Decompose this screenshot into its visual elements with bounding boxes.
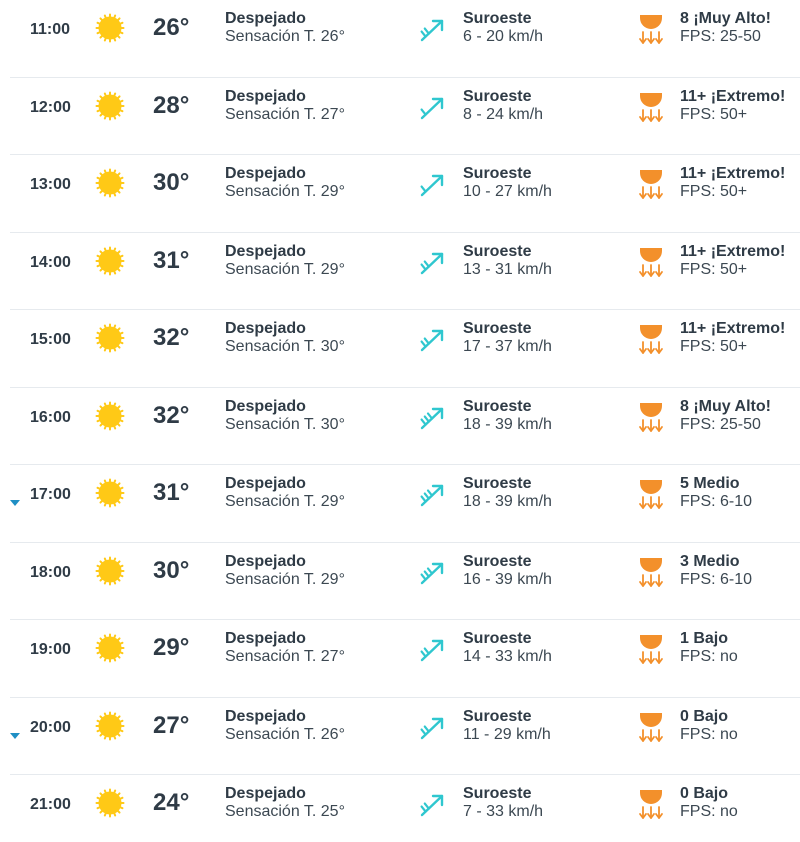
uv-sun-rays-icon bbox=[637, 165, 665, 203]
wind-arrow-icon bbox=[417, 14, 447, 44]
sun-icon bbox=[95, 246, 125, 276]
condition-label: Despejado bbox=[225, 630, 306, 647]
wind-speed-label: 16 - 39 km/h bbox=[463, 570, 552, 588]
wind-arrow-icon bbox=[417, 92, 447, 122]
hour-label: 18:00 bbox=[30, 563, 71, 581]
forecast-row[interactable] bbox=[0, 465, 800, 543]
feels-like-label: Sensación T. 26° bbox=[225, 725, 345, 743]
forecast-row[interactable] bbox=[0, 775, 800, 842]
caret-down-icon[interactable] bbox=[10, 500, 20, 506]
sun-icon bbox=[95, 91, 125, 121]
uv-sun-rays-icon bbox=[637, 243, 665, 281]
wind-speed-label: 17 - 37 km/h bbox=[463, 338, 552, 355]
uv-sun-rays-icon bbox=[637, 320, 665, 358]
hour-label: 15:00 bbox=[30, 331, 71, 348]
forecast-row[interactable] bbox=[0, 698, 800, 776]
wind-direction-label: Suroeste bbox=[463, 785, 532, 802]
wind-speed-label: 13 - 31 km/h bbox=[463, 260, 552, 278]
uv-sun-rays-icon bbox=[637, 10, 665, 48]
condition-label: Despejado bbox=[225, 165, 306, 182]
wind-direction-label: Suroeste bbox=[463, 87, 532, 105]
condition-label: Despejado bbox=[225, 707, 306, 725]
wind-direction-label: Suroeste bbox=[463, 397, 532, 415]
temperature-value: 30° bbox=[153, 556, 190, 584]
temperature-value: 28° bbox=[153, 91, 190, 119]
uv-index-label: 11+ ¡Extremo! bbox=[680, 242, 786, 260]
hour-label: 21:00 bbox=[30, 796, 71, 813]
hour-label: 11:00 bbox=[30, 21, 71, 38]
fps-label: FPS: no bbox=[680, 803, 738, 820]
fps-label: FPS: 25-50 bbox=[680, 28, 761, 45]
hour-label: 19:00 bbox=[30, 641, 71, 658]
wind-arrow-icon bbox=[417, 789, 447, 819]
temperature-value: 31° bbox=[153, 479, 190, 506]
hour-label: 12:00 bbox=[30, 98, 71, 116]
temperature-value: 24° bbox=[153, 789, 190, 816]
wind-speed-label: 11 - 29 km/h bbox=[463, 725, 551, 743]
fps-label: FPS: no bbox=[680, 648, 738, 665]
uv-sun-rays-icon bbox=[637, 475, 665, 513]
sun-icon bbox=[95, 168, 125, 198]
condition-label: Despejado bbox=[225, 475, 306, 492]
temperature-value: 30° bbox=[153, 169, 190, 196]
feels-like-label: Sensación T. 30° bbox=[225, 338, 345, 355]
uv-sun-rays-icon bbox=[637, 553, 665, 591]
fps-label: FPS: 50+ bbox=[680, 105, 748, 123]
feels-like-label: Sensación T. 27° bbox=[225, 105, 345, 123]
wind-speed-label: 7 - 33 km/h bbox=[463, 803, 544, 820]
uv-index-label: 11+ ¡Extremo! bbox=[680, 87, 786, 105]
wind-direction-label: Suroeste bbox=[463, 475, 532, 492]
uv-index-label: 1 Bajo bbox=[680, 630, 729, 647]
uv-sun-rays-icon bbox=[637, 785, 665, 823]
wind-direction-label: Suroeste bbox=[463, 707, 532, 725]
wind-direction-label: Suroeste bbox=[463, 242, 532, 260]
temperature-value: 27° bbox=[153, 711, 190, 739]
condition-label: Despejado bbox=[225, 320, 306, 337]
hour-label: 13:00 bbox=[30, 176, 71, 193]
wind-direction-label: Suroeste bbox=[463, 320, 532, 337]
sun-icon bbox=[95, 13, 125, 43]
wind-arrow-icon bbox=[417, 402, 447, 432]
feels-like-label: Sensación T. 26° bbox=[225, 28, 345, 45]
wind-speed-label: 18 - 39 km/h bbox=[463, 415, 552, 433]
sun-icon bbox=[95, 401, 125, 431]
sun-icon bbox=[95, 633, 125, 663]
condition-label: Despejado bbox=[225, 785, 306, 802]
wind-arrow-icon bbox=[417, 247, 447, 277]
hour-label: 17:00 bbox=[30, 486, 71, 503]
feels-like-label: Sensación T. 29° bbox=[225, 570, 345, 588]
fps-label: FPS: 50+ bbox=[680, 260, 748, 278]
condition-label: Despejado bbox=[225, 397, 306, 415]
wind-speed-label: 6 - 20 km/h bbox=[463, 28, 544, 45]
sun-icon bbox=[95, 556, 125, 586]
uv-index-label: 8 ¡Muy Alto! bbox=[680, 397, 771, 415]
feels-like-label: Sensación T. 29° bbox=[225, 183, 345, 200]
uv-index-label: 8 ¡Muy Alto! bbox=[680, 10, 771, 27]
temperature-value: 26° bbox=[153, 14, 190, 41]
fps-label: FPS: 50+ bbox=[680, 183, 748, 200]
temperature-value: 31° bbox=[153, 246, 190, 274]
uv-index-label: 11+ ¡Extremo! bbox=[680, 165, 786, 182]
fps-label: FPS: 6-10 bbox=[680, 570, 753, 588]
sun-icon bbox=[95, 711, 125, 741]
wind-direction-label: Suroeste bbox=[463, 10, 532, 27]
forecast-row[interactable] bbox=[0, 388, 800, 466]
condition-label: Despejado bbox=[225, 242, 306, 260]
wind-speed-label: 18 - 39 km/h bbox=[463, 493, 552, 510]
feels-like-label: Sensación T. 27° bbox=[225, 648, 345, 665]
wind-speed-label: 14 - 33 km/h bbox=[463, 648, 552, 665]
uv-index-label: 11+ ¡Extremo! bbox=[680, 320, 786, 337]
fps-label: FPS: no bbox=[680, 725, 738, 743]
condition-label: Despejado bbox=[225, 552, 306, 570]
fps-label: FPS: 50+ bbox=[680, 338, 748, 355]
sun-icon bbox=[95, 788, 125, 818]
forecast-row[interactable] bbox=[0, 0, 800, 78]
wind-arrow-icon bbox=[417, 634, 447, 664]
wind-arrow-icon bbox=[417, 479, 447, 509]
uv-sun-rays-icon bbox=[637, 88, 665, 126]
forecast-row[interactable] bbox=[0, 155, 800, 233]
fps-label: FPS: 6-10 bbox=[680, 493, 753, 510]
uv-sun-rays-icon bbox=[637, 630, 665, 668]
temperature-value: 29° bbox=[153, 634, 190, 661]
wind-arrow-icon bbox=[417, 324, 447, 354]
forecast-row[interactable] bbox=[0, 233, 800, 311]
feels-like-label: Sensación T. 29° bbox=[225, 260, 345, 278]
temperature-value: 32° bbox=[153, 401, 190, 429]
condition-label: Despejado bbox=[225, 10, 306, 27]
uv-index-label: 5 Medio bbox=[680, 475, 740, 492]
forecast-row[interactable] bbox=[0, 543, 800, 621]
sun-icon bbox=[95, 478, 125, 508]
hour-label: 16:00 bbox=[30, 408, 71, 426]
hour-label: 20:00 bbox=[30, 718, 71, 736]
feels-like-label: Sensación T. 30° bbox=[225, 415, 345, 433]
forecast-row[interactable] bbox=[0, 620, 800, 698]
uv-sun-rays-icon bbox=[637, 708, 665, 746]
forecast-row[interactable] bbox=[0, 78, 800, 156]
wind-arrow-icon bbox=[417, 557, 447, 587]
wind-direction-label: Suroeste bbox=[463, 630, 532, 647]
wind-direction-label: Suroeste bbox=[463, 165, 532, 182]
uv-index-label: 0 Bajo bbox=[680, 707, 729, 725]
wind-speed-label: 10 - 27 km/h bbox=[463, 183, 552, 200]
forecast-row[interactable] bbox=[0, 310, 800, 388]
uv-sun-rays-icon bbox=[637, 398, 665, 436]
uv-index-label: 3 Medio bbox=[680, 552, 740, 570]
fps-label: FPS: 25-50 bbox=[680, 415, 761, 433]
feels-like-label: Sensación T. 25° bbox=[225, 803, 345, 820]
temperature-value: 32° bbox=[153, 324, 190, 351]
caret-down-icon[interactable] bbox=[10, 733, 20, 739]
wind-direction-label: Suroeste bbox=[463, 552, 532, 570]
feels-like-label: Sensación T. 29° bbox=[225, 493, 345, 510]
wind-speed-label: 8 - 24 km/h bbox=[463, 105, 544, 123]
wind-arrow-icon bbox=[417, 712, 447, 742]
hour-label: 14:00 bbox=[30, 253, 71, 271]
uv-index-label: 0 Bajo bbox=[680, 785, 729, 802]
condition-label: Despejado bbox=[225, 87, 306, 105]
wind-arrow-icon bbox=[417, 169, 447, 199]
sun-icon bbox=[95, 323, 125, 353]
